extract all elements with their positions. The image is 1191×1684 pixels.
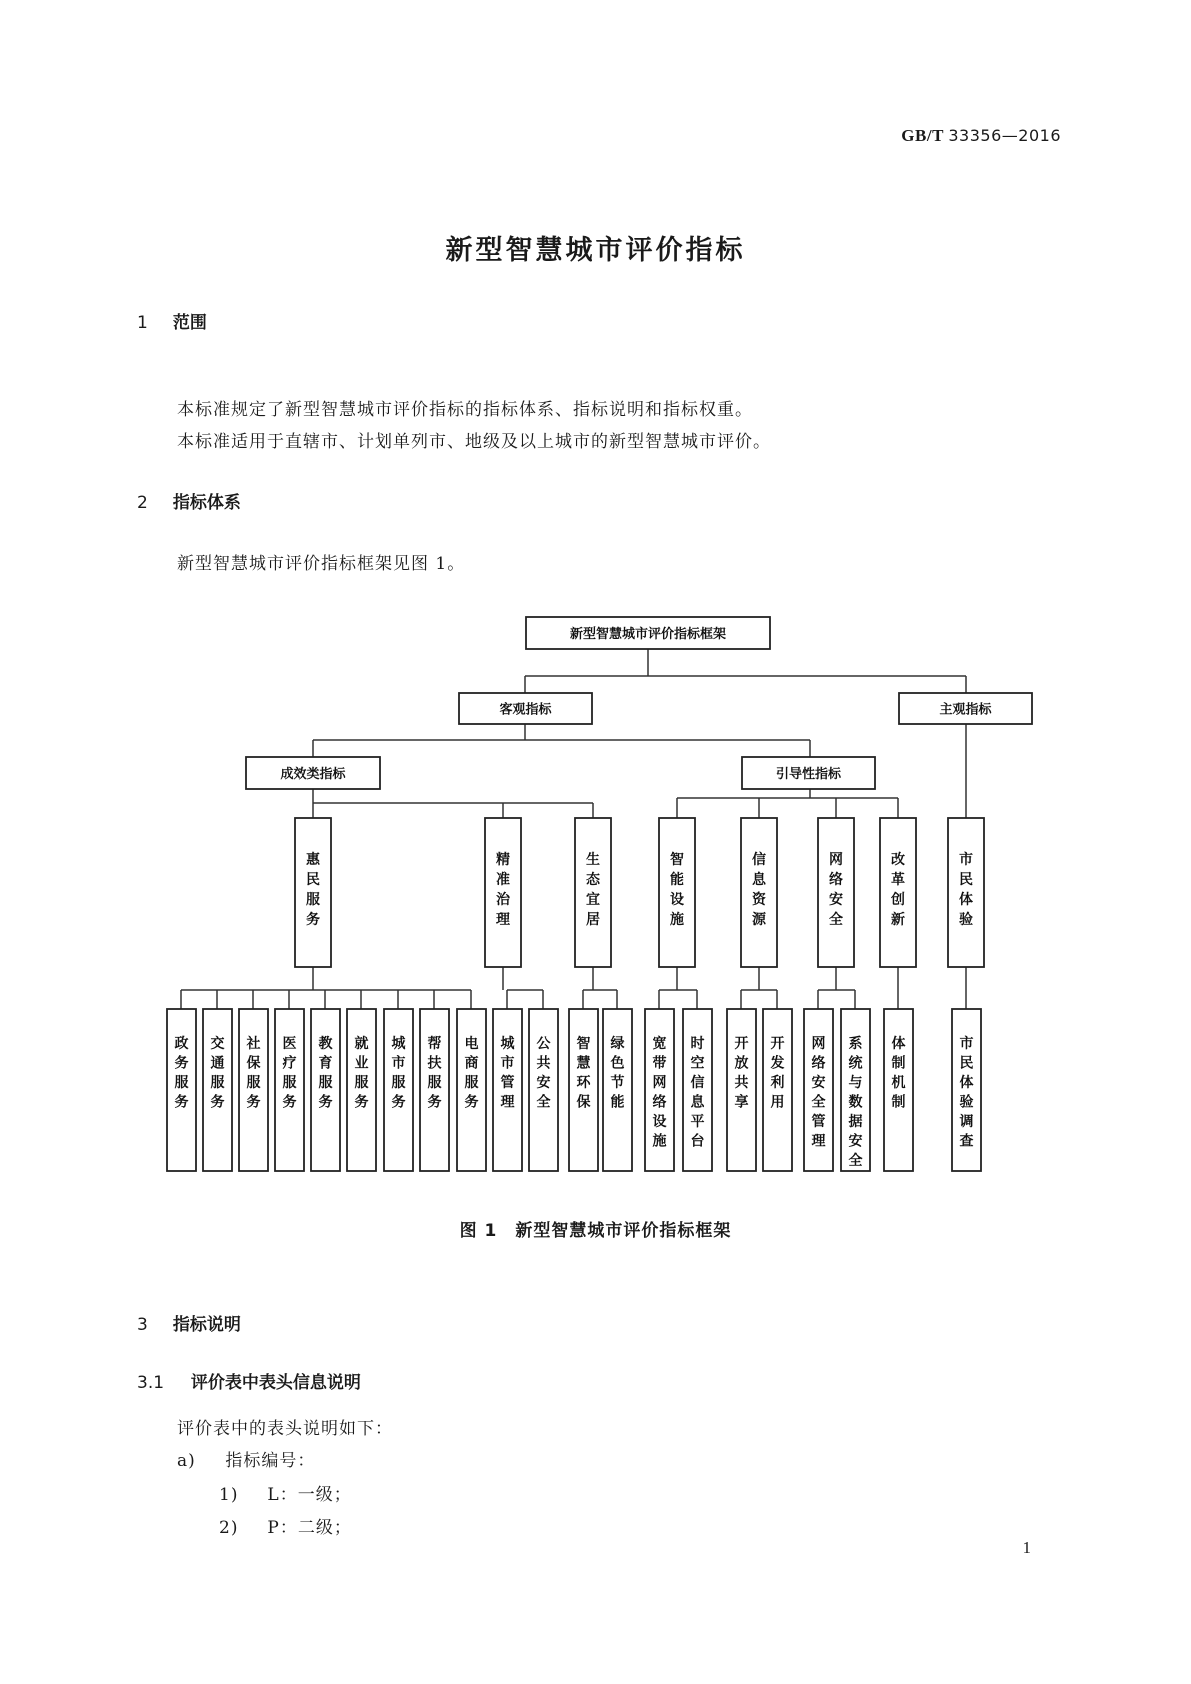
level3-node-label: 惠民服务: [306, 852, 320, 928]
section-number: 2: [137, 493, 148, 513]
list-item: [177, 1446, 315, 1471]
effectiveness-indicators-node-label: 成效类指标: [280, 767, 346, 782]
level4-leaf-node-label: 时空信息平台: [690, 1036, 705, 1150]
list-marker: a): [177, 1451, 196, 1471]
section-title: 指标说明: [172, 1315, 241, 1335]
subjective-indicators-node-label: 主观指标: [939, 702, 992, 718]
level4-leaf-node-label: 体制机制: [891, 1036, 906, 1111]
level4-leaf-node-label: 教育服务: [318, 1036, 333, 1111]
level4-leaf-node-label: 政务服务: [174, 1036, 189, 1111]
level4-leaf-node-label: 系统与数据安全: [848, 1036, 863, 1169]
section-title: 评价表中表头信息说明: [190, 1373, 361, 1393]
level3-node-label: 精准治理: [496, 852, 510, 928]
section-2-paragraph: 新型智慧城市评价指标框架见图 1。: [177, 554, 466, 574]
section-title: 范围: [172, 313, 207, 333]
level4-leaf-node-label: 帮扶服务: [427, 1036, 442, 1111]
figure-caption: 图 1 新型智慧城市评价指标框架: [459, 1221, 732, 1241]
list-text: L：一级；: [267, 1485, 352, 1505]
level4-leaf-node-label: 社保服务: [246, 1036, 261, 1111]
section-number: 1: [137, 313, 148, 333]
level3-node-label: 网络安全: [829, 852, 843, 928]
section-3-heading: [137, 1310, 241, 1335]
level4-leaf-node-label: 网络安全管理: [811, 1036, 826, 1150]
standard-code: 33356—2016: [948, 126, 1061, 145]
document-title: 新型智慧城市评价指标: [445, 235, 746, 266]
level3-node-label: 生态宜居: [586, 852, 600, 928]
level4-leaf-node-label: 智慧环保: [576, 1036, 591, 1111]
list-marker: 1): [219, 1485, 239, 1505]
level4-leaf-node-label: 绿色节能: [610, 1036, 625, 1111]
list-item: [219, 1480, 352, 1505]
level4-leaf-node-label: 开放共享: [734, 1036, 749, 1111]
level4-leaf-node-label: 宽带网络设施: [652, 1036, 667, 1150]
section-title: 指标体系: [172, 493, 241, 513]
level3-node-label: 信息资源: [752, 852, 766, 928]
standard-prefix: GB/T: [901, 126, 944, 145]
level4-leaf-node-label: 城市服务: [391, 1036, 406, 1111]
level4-leaf-node-label: 电商服务: [464, 1036, 479, 1111]
guiding-indicators-node-label: 引导性指标: [775, 767, 842, 782]
level4-leaf-node-label: 就业服务: [354, 1036, 369, 1111]
level4-leaf-node-label: 城市管理: [500, 1036, 515, 1111]
section-1-paragraph-1: 本标准规定了新型智慧城市评价指标的指标体系、指标说明和指标权重。: [177, 400, 753, 420]
level3-node-label: 改革创新: [891, 852, 905, 928]
page-number: 1: [1022, 1538, 1031, 1557]
level4-leaf-node-label: 公共安全: [536, 1036, 551, 1111]
section-number: 3: [137, 1315, 148, 1335]
objective-indicators-node-label: 客观指标: [499, 702, 552, 718]
level4-leaf-node-label: 开发利用: [770, 1036, 785, 1111]
list-item: [219, 1513, 352, 1538]
level4-leaf-node-label: 医疗服务: [282, 1036, 297, 1111]
level4-leaf-node-label: 市民体验调查: [959, 1036, 974, 1150]
section-number: 3.1: [137, 1373, 165, 1393]
list-text: P：二级；: [267, 1518, 352, 1538]
list-marker: 2): [219, 1518, 239, 1538]
section-3-1-paragraph: 评价表中的表头说明如下：: [177, 1419, 393, 1439]
level3-node-label: 市民体验: [959, 852, 973, 928]
root-node-label: 新型智慧城市评价指标框架: [569, 627, 727, 642]
section-3-1-heading: [137, 1368, 361, 1393]
section-1-paragraph-2: 本标准适用于直辖市、计划单列市、地级及以上城市的新型智慧城市评价。: [177, 432, 771, 452]
list-text: 指标编号：: [225, 1451, 316, 1471]
level4-leaf-node-label: 交通服务: [210, 1036, 225, 1111]
level3-node-label: 智能设施: [670, 852, 684, 928]
